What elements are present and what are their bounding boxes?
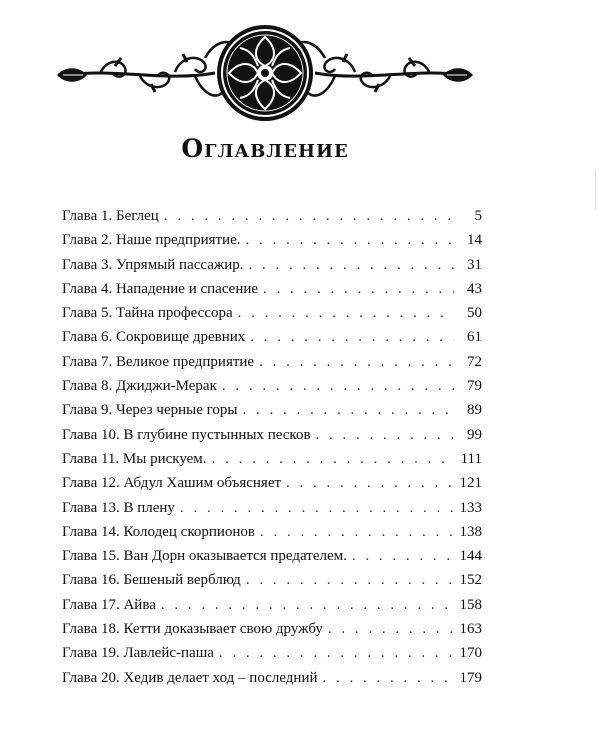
toc-entry-title: Глава 20. Хедив делает ход – последний (62, 669, 318, 686)
toc-entry-title: Глава 12. Абдул Хашим объясняет (62, 475, 282, 492)
table-of-contents (62, 204, 482, 690)
toc-entry[interactable] (62, 593, 482, 617)
dot-leader (323, 666, 454, 690)
dot-leader (249, 253, 454, 277)
toc-entry[interactable] (62, 666, 482, 690)
dot-leader (260, 520, 453, 544)
toc-entry[interactable] (62, 204, 482, 228)
dot-leader (246, 568, 454, 592)
toc-entry-page: 163 (459, 621, 482, 638)
toc-entry-title: Глава 4. Нападение и спасение (62, 280, 259, 297)
toc-entry-title: Глава 8. Джиджи-Мерак (62, 378, 217, 395)
dot-leader (161, 593, 454, 617)
toc-entry[interactable] (62, 374, 482, 398)
toc-entry-title: Глава 17. Айва (62, 596, 156, 613)
toc-entry-page: 133 (459, 499, 482, 516)
toc-entry-title: Глава 14. Колодец скорпионов (62, 523, 256, 540)
page-edge-mark (595, 170, 596, 210)
dot-leader (250, 325, 454, 349)
toc-entry-title: Глава 7. Великое предприятие (62, 353, 255, 370)
dot-leader (286, 471, 453, 495)
toc-entry-page: 43 (467, 280, 482, 297)
toc-entry-title: Глава 15. Ван Дорн оказывается предателем. (62, 548, 347, 565)
toc-entry[interactable] (62, 544, 482, 568)
toc-entry-title: Глава 6. Сокровище древних (62, 329, 246, 346)
dot-leader (246, 228, 455, 252)
toc-entry-page: 14 (467, 232, 482, 249)
toc-entry[interactable] (62, 471, 482, 495)
toc-entry[interactable] (62, 301, 482, 325)
toc-entry-title: Глава 18. Кетти доказывает свою дружбу (62, 621, 323, 638)
toc-entry-page: 31 (467, 256, 482, 273)
toc-entry-page: 158 (459, 596, 482, 613)
dot-leader (219, 641, 454, 665)
toc-entry-title: Глава 11. Мы рискуем. (62, 450, 207, 467)
toc-entry-page: 99 (467, 426, 482, 443)
toc-entry-page: 138 (459, 523, 482, 540)
toc-entry-page: 170 (459, 645, 482, 662)
toc-entry-page: 111 (460, 450, 482, 467)
toc-entry-page: 121 (459, 475, 482, 492)
dot-leader (328, 617, 454, 641)
toc-entry-title: Глава 2. Наше предприятие. (62, 232, 241, 249)
dot-leader (238, 301, 454, 325)
toc-entry[interactable] (62, 641, 482, 665)
toc-entry-title: Глава 1. Беглец (62, 208, 159, 224)
decorative-ornament-icon (55, 18, 475, 128)
toc-entry-title: Глава 10. В глубине пустынных песков (62, 426, 311, 443)
toc-entry-page: 144 (459, 548, 482, 565)
toc-entry-page: 50 (467, 305, 482, 322)
toc-entry-title: Глава 19. Лавлейс-паша (62, 645, 214, 662)
toc-entry[interactable] (62, 398, 482, 422)
dot-leader (352, 544, 454, 568)
toc-entry-page: 79 (467, 378, 482, 395)
dot-leader (259, 350, 454, 374)
dot-leader (222, 374, 454, 398)
toc-entry[interactable] (62, 423, 482, 447)
toc-entry-page: 61 (467, 329, 482, 346)
dot-leader (242, 398, 454, 422)
toc-entry-page: 5 (474, 208, 482, 224)
dot-leader (164, 204, 454, 228)
toc-entry[interactable] (62, 253, 482, 277)
toc-entry-page: 72 (467, 353, 482, 370)
toc-entry[interactable] (62, 447, 482, 471)
toc-entry[interactable] (62, 228, 482, 252)
dot-leader (316, 423, 454, 447)
dot-leader (180, 496, 454, 520)
toc-entry[interactable] (62, 496, 482, 520)
toc-entry-page: 89 (467, 402, 482, 419)
toc-entry[interactable] (62, 350, 482, 374)
toc-entry[interactable] (62, 617, 482, 641)
toc-entry[interactable] (62, 568, 482, 592)
toc-entry-page: 152 (459, 572, 482, 589)
toc-entry-title: Глава 13. В плену (62, 499, 175, 516)
toc-entry-title: Глава 3. Упрямый пассажир. (62, 256, 244, 273)
dot-leader (212, 447, 454, 471)
toc-entry-title: Глава 5. Тайна профессора (62, 305, 233, 322)
toc-entry-title: Глава 16. Бешеный верблюд (62, 572, 241, 589)
toc-entry-title: Глава 9. Через черные горы (62, 402, 238, 419)
page-title: Оглавление (181, 134, 349, 163)
toc-entry[interactable] (62, 325, 482, 349)
toc-entry[interactable] (62, 520, 482, 544)
toc-entry-page: 179 (459, 669, 482, 686)
dot-leader (263, 277, 454, 301)
toc-entry[interactable] (62, 277, 482, 301)
